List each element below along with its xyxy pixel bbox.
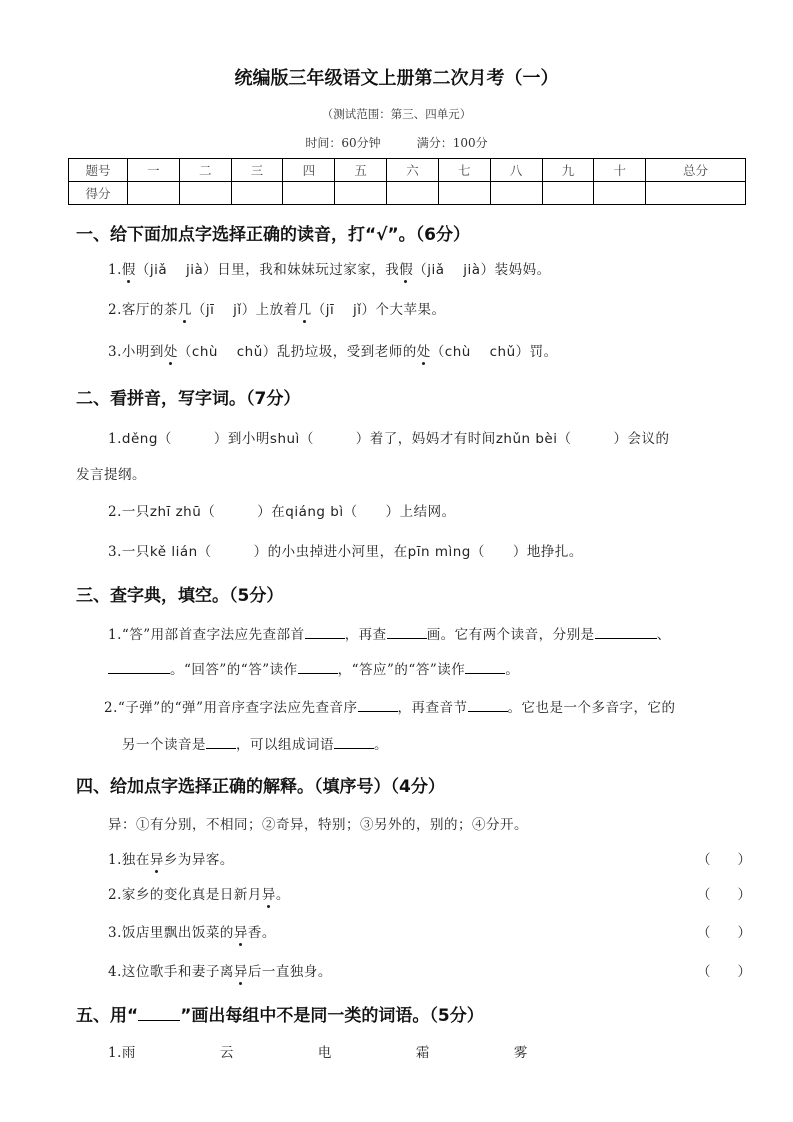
- question-line: [108, 427, 669, 447]
- score-cell[interactable]: [128, 182, 180, 205]
- text-segment: ）个大苹果。: [361, 302, 446, 318]
- score-header-cell: 六: [387, 159, 439, 182]
- score-header-cell: 三: [231, 159, 283, 182]
- text-with-dotted-character: 1.假: [108, 262, 136, 278]
- section-5-heading: [76, 1001, 484, 1026]
- text-segment: ，再查音节: [397, 700, 468, 716]
- fill-blank[interactable]: [358, 699, 398, 712]
- question-line: [108, 883, 290, 903]
- text-with-dotted-character: 3.小明到处: [108, 344, 178, 360]
- score-header-cell: 十: [594, 159, 646, 182]
- score-header-cell: 八: [490, 159, 542, 182]
- text-with-dotted-character: 3.饭店里飘出饭菜的异: [108, 925, 248, 941]
- score-header-cell: 一: [128, 159, 180, 182]
- text-with-dotted-character: 1.独在异: [108, 852, 164, 868]
- text-segment: 1.“答”用部首查字法应先查部首: [108, 627, 305, 643]
- answer-parentheses[interactable]: （ ）: [697, 964, 751, 980]
- text-segment: 。: [374, 737, 388, 753]
- question-line: [108, 340, 558, 360]
- question-line: [108, 258, 551, 278]
- text-segment: 发言提纲。: [76, 467, 146, 483]
- text-with-dotted-character: ）上放着几: [241, 302, 312, 318]
- pinyin: jī jǐ: [205, 302, 242, 318]
- score-header-cell: 总分: [646, 159, 746, 182]
- text-segment: （: [177, 344, 192, 360]
- score-cell[interactable]: [594, 182, 646, 205]
- pinyin: qiáng bì: [285, 504, 344, 520]
- text-segment: 3.一只: [108, 544, 150, 560]
- score-cell[interactable]: [283, 182, 335, 205]
- text-segment: 2.“子弹”的“弹”用音序查字法应先查音序: [104, 700, 358, 716]
- text-with-dotted-character: 4.这位歌手和妻子离异: [108, 964, 248, 980]
- text-with-dotted-character: ）日里，我和妹妹玩过家家，我假: [203, 262, 414, 278]
- question-line: [108, 960, 332, 980]
- question-line: [108, 813, 528, 833]
- text-segment: 霜: [331, 1045, 430, 1061]
- underline-sample: [138, 1006, 180, 1021]
- score-header-cell: 四: [283, 159, 335, 182]
- text-segment: （ ）上结网。: [343, 504, 456, 520]
- text-segment: 、: [656, 627, 671, 643]
- pinyin: zhī zhū: [149, 504, 202, 520]
- section-4-heading: 四、给加点字选择正确的解释。（填序号）（4分）: [76, 777, 445, 797]
- answer-parentheses[interactable]: （ ）: [697, 925, 751, 941]
- text-segment: （: [191, 302, 206, 318]
- score-cell[interactable]: [179, 182, 231, 205]
- score-table-score-row: [69, 182, 746, 205]
- text-segment: 。它也是一个多音字，它的: [507, 700, 676, 716]
- text-segment: 香。: [247, 925, 276, 941]
- fill-blank[interactable]: [387, 626, 427, 639]
- score-header-cell: 题号: [69, 159, 128, 182]
- text-segment: 。: [275, 887, 290, 903]
- score-table-header-row: [69, 159, 746, 182]
- score-cell[interactable]: [646, 182, 746, 205]
- question-line: [108, 623, 671, 643]
- text-segment: （: [135, 262, 150, 278]
- text-segment: ）罚。: [515, 344, 558, 360]
- text-segment: 另一个读音是: [122, 737, 206, 753]
- score-cell[interactable]: [438, 182, 490, 205]
- text-segment: 画。它有两个读音，分别是: [426, 627, 595, 643]
- pinyin: chù chǔ: [191, 344, 263, 360]
- answer-parentheses[interactable]: （ ）: [697, 887, 751, 903]
- text-segment: 。“回答”的“答”读作: [170, 662, 298, 678]
- score-header-cell: 二: [179, 159, 231, 182]
- score-header-cell: 五: [335, 159, 387, 182]
- pinyin: děng: [121, 431, 158, 447]
- pinyin: jiǎ jià: [149, 262, 204, 278]
- text-segment: 1.: [108, 431, 122, 447]
- time-score-info: [0, 134, 793, 151]
- fill-blank[interactable]: [595, 626, 657, 639]
- text-segment: 后一直独身。: [247, 964, 332, 980]
- fill-blank[interactable]: [108, 661, 170, 674]
- page-title: 统编版三年级语文上册第二次月考（一）: [234, 68, 559, 89]
- fill-blank[interactable]: [334, 736, 374, 749]
- text-segment: ，可以组成词语: [236, 737, 334, 753]
- score-cell[interactable]: [387, 182, 439, 205]
- text-with-dotted-character: 2.家乡的变化真是日新月异: [108, 887, 276, 903]
- pinyin: jiǎ jià: [427, 262, 481, 278]
- question-line: [76, 463, 146, 483]
- question-line: [122, 733, 388, 753]
- text-segment: （: [413, 262, 428, 278]
- score-header-cell: 九: [542, 159, 594, 182]
- answer-parentheses[interactable]: （ ）: [697, 852, 751, 868]
- pinyin: kě lián: [149, 544, 198, 560]
- score-cell[interactable]: [231, 182, 283, 205]
- fill-blank[interactable]: [305, 626, 345, 639]
- text-segment: ）装妈妈。: [480, 262, 551, 278]
- question-line: [108, 1041, 528, 1061]
- text-segment: （ ）的小虫掉进小河里，在: [197, 544, 408, 560]
- text-with-dotted-character: 2.客厅的茶几: [108, 302, 192, 318]
- pinyin: chù chǔ: [444, 344, 516, 360]
- text-segment: （ ）地挣扎。: [470, 544, 583, 560]
- text-segment: 2.一只: [108, 504, 150, 520]
- fill-blank[interactable]: [298, 661, 338, 674]
- question-line: [108, 298, 445, 318]
- question-line: [108, 540, 583, 560]
- score-cell[interactable]: [542, 182, 594, 205]
- text-segment: 乡为异客。: [163, 852, 234, 868]
- pinyin: jī jǐ: [325, 302, 362, 318]
- question-line: [108, 658, 519, 678]
- score-cell[interactable]: [490, 182, 542, 205]
- test-scope: （测试范围：第三、四单元）: [321, 107, 472, 121]
- text-segment: （: [430, 344, 445, 360]
- score-header-cell: 七: [438, 159, 490, 182]
- text-segment: （ ）会议的: [557, 431, 670, 447]
- score-info: 满分：100分: [416, 136, 488, 150]
- score-cell[interactable]: [335, 182, 387, 205]
- score-row-label: 得分: [69, 182, 128, 205]
- score-table: [68, 158, 746, 205]
- question-line: [104, 696, 676, 716]
- text-segment: 云: [135, 1045, 234, 1061]
- text-segment: （ ）着了，妈妈才有时间: [299, 431, 496, 447]
- pinyin: shuì: [269, 431, 300, 447]
- question-line: [108, 921, 276, 941]
- section-1-heading: 一、给下面加点字选择正确的读音，打“√”。（6分）: [76, 225, 471, 245]
- fill-blank[interactable]: [468, 699, 508, 712]
- text-segment: 1.雨: [108, 1045, 136, 1061]
- text-segment: （ ）在: [201, 504, 286, 520]
- section-5-heading-pre: 五、用“: [76, 1006, 139, 1026]
- text-segment: 。: [505, 662, 520, 678]
- question-line: [108, 500, 456, 520]
- section-2-heading: 二、看拼音，写字词。（7分）: [76, 389, 301, 409]
- text-with-dotted-character: ）乱扔垃圾，受到老师的处: [262, 344, 431, 360]
- text-segment: ，再查: [344, 627, 387, 643]
- pinyin: zhǔn bèi: [495, 431, 558, 447]
- text-segment: 异：①有分别，不相同；②奇异，特别；③另外的，别的；④分开。: [108, 817, 528, 833]
- section-3-heading: 三、查字典，填空。（5分）: [76, 586, 284, 606]
- text-segment: （ ）到小明: [157, 431, 270, 447]
- pinyin: pīn mìng: [407, 544, 471, 560]
- text-segment: （: [311, 302, 326, 318]
- time-info: 时间：60分钟: [305, 136, 381, 150]
- fill-blank[interactable]: [465, 661, 505, 674]
- section-5-heading-post: ”画出每组中不是同一类的词语。（5分）: [180, 1006, 484, 1026]
- text-segment: 电: [233, 1045, 332, 1061]
- text-segment: 雾: [429, 1045, 528, 1061]
- fill-blank[interactable]: [206, 736, 236, 749]
- question-line: [108, 848, 234, 868]
- text-segment: ，“答应”的“答”读作: [337, 662, 466, 678]
